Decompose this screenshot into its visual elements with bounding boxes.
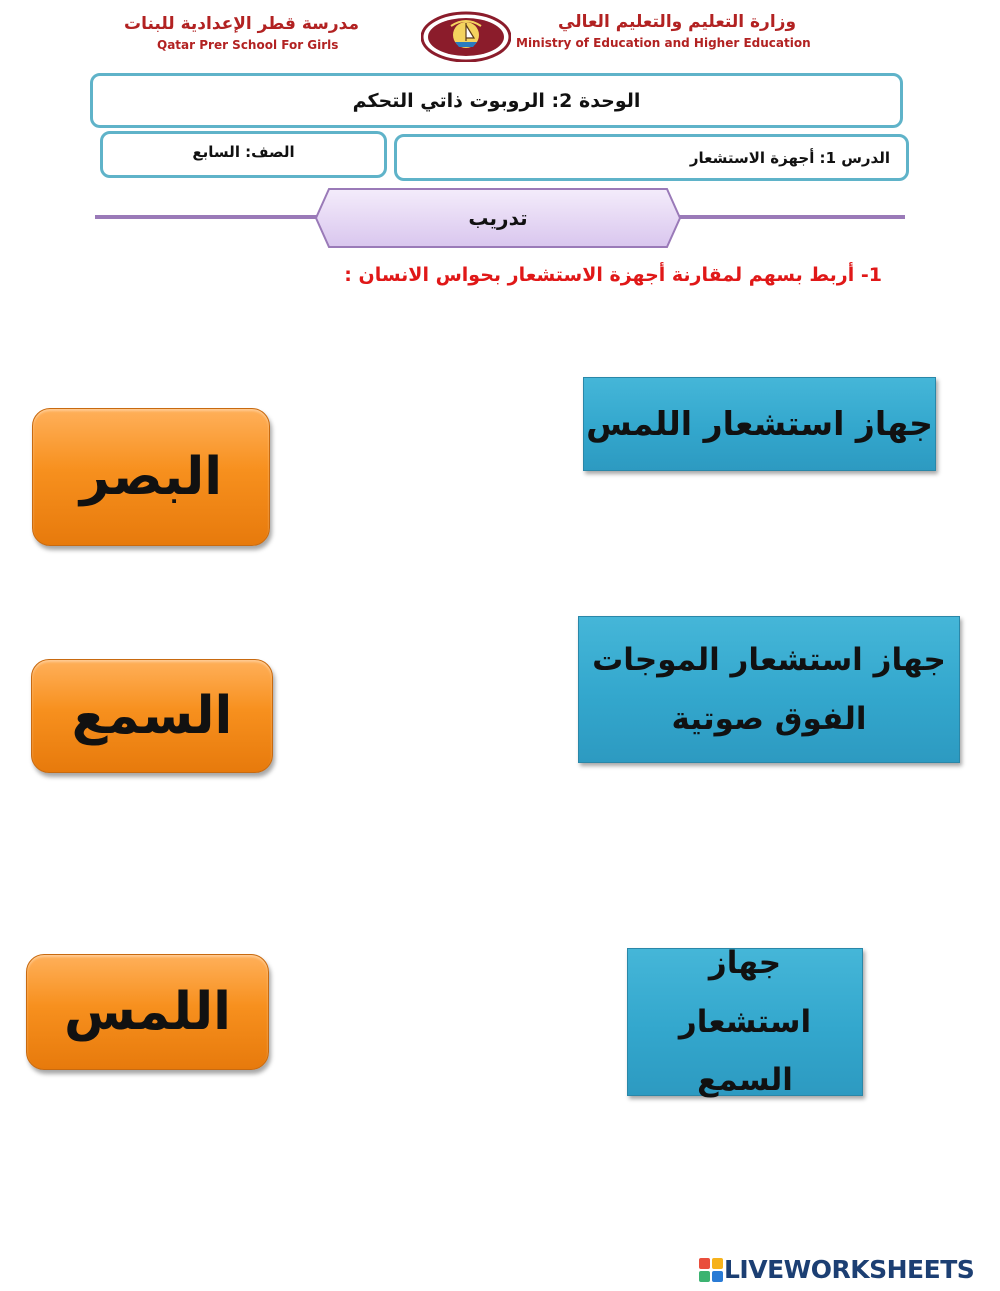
sense-hearing[interactable]: السمع: [31, 659, 273, 773]
ministry-name-ar: وزارة التعليم والتعليم العالي: [558, 12, 797, 32]
grade-box: [100, 131, 387, 178]
liveworksheets-logo-icon: [699, 1258, 723, 1282]
sensor-touch[interactable]: جهاز استشعار اللمس: [583, 377, 936, 471]
instruction-text: 1- أربط بسهم لمقارنة أجهزة الاستشعار بحواس الانسان :: [344, 264, 882, 286]
sense-touch[interactable]: اللمس: [26, 954, 269, 1070]
sensor-sound[interactable]: جهاز استشعار السمع: [627, 948, 863, 1096]
training-label: تدريب: [468, 206, 528, 230]
lesson-title: الدرس 1: أجهزة الاستشعار: [689, 148, 890, 167]
sense-sight[interactable]: البصر: [32, 408, 270, 546]
ministry-emblem-icon: [421, 10, 511, 62]
ministry-name-en: Ministry of Education and Higher Education: [516, 36, 811, 50]
sensor-ultrasonic[interactable]: جهاز استشعار الموجات الفوق صوتية: [578, 616, 960, 763]
school-name-ar: مدرسة قطر الإعدادية للبنات: [124, 14, 360, 34]
grade-label: الصف: السابع: [192, 142, 295, 161]
lesson-title-box: [394, 134, 909, 181]
unit-title-box: [90, 73, 903, 128]
unit-title: الوحدة 2: الروبوت ذاتي التحكم: [352, 89, 641, 112]
school-name-en: Qatar Prer School For Girls: [157, 38, 339, 52]
liveworksheets-brand[interactable]: LIVEWORKSHEETS: [724, 1255, 975, 1284]
